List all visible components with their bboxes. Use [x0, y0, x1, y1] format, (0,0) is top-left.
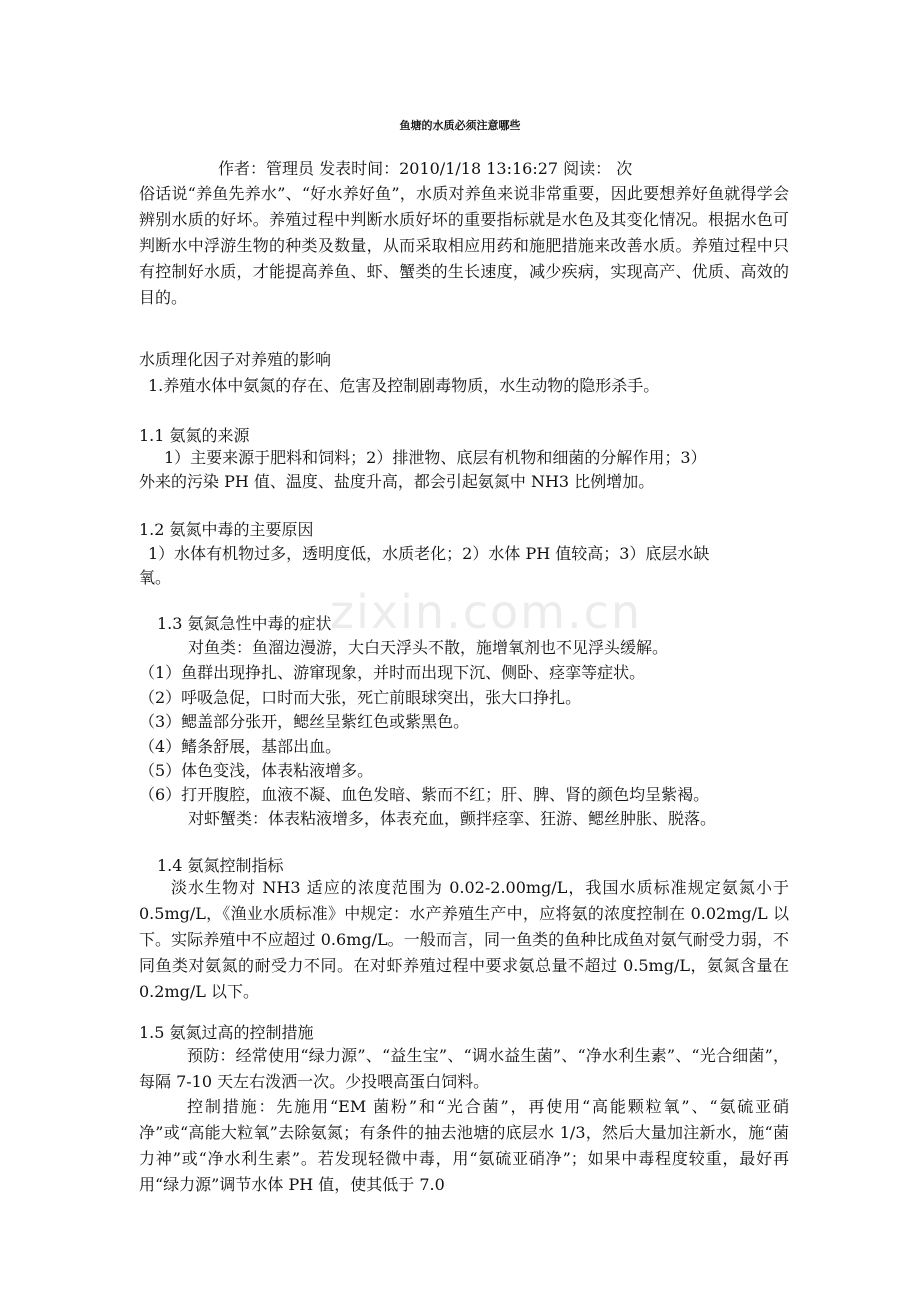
- source-line-1: 1）主要来源于肥料和饲料；2）排泄物、底层有机物和细菌的分解作用；3）: [164, 448, 707, 467]
- article-meta: 作者：管理员 发表时间：2010/1/18 13:16:27 阅读： 次: [218, 159, 633, 178]
- item-1: 1.养殖水体中氨氮的存在、危害及控制剧毒物质，水生动物的隐形杀手。: [148, 376, 660, 395]
- symptom-item: （2）呼吸急促，口时而大张，死亡前眼球突出，张大口挣扎。: [139, 688, 582, 707]
- control-index-paragraph: 淡水生物对 NH3 适应的浓度范围为 0.02-2.00mg/L，我国水质标准规定氨氮小于 0.5mg/L，《渔业水质标准》中规定：水产养殖生产中，应将氨的浓度控制在 0.02mg/L 以下。实际养殖中不应超过 0.6mg/L。一般而言，同一鱼类的鱼种比成鱼对氨气耐受力弱，不同鱼类对氨氮的耐受力不同。在对虾养殖过程中要求氨总量不超过 0.5mg/L，氨氮含量在 0.2mg/L 以下。: [139, 878, 789, 1001]
- symptom-item: （1）鱼群出现挣扎、游窜现象，并时而出现下沉、侧卧、痉挛等症状。: [139, 663, 646, 682]
- symptom-item: （6）打开腹腔，血液不凝、血色发暗、紫而不红；肝、脾、肾的颜色均呈紫褐。: [139, 785, 710, 804]
- intro-paragraph: 俗话说“养鱼先养水”、“好水养好鱼”，水质对养鱼来说非常重要，因此要想养好鱼就得学会辨别水质的好坏。养殖过程中判断水质好坏的重要指标就是水色及其变化情况。根据水色可判断水中浮游生物的种类及数量，从而采取相应用药和施肥措施来改善水质。养殖过程中只有控制好水质，才能提高养鱼、虾、蟹类的生长速度，减少疾病，实现高产、优质、高效的目的。: [139, 184, 789, 307]
- shrimp-symptoms: 对虾蟹类：体表粘液增多，体表充血，颤拌痉挛、狂游、鳃丝肿胀、脱落。: [188, 809, 717, 828]
- control-measures-paragraph: 控制措施：先施用“EM 菌粉”和“光合菌”，再使用“高能颗粒氧”、“氨硫亚硝净”或“高能大粒氧”去除氨氮；有条件的抽去池塘的底层水 1/3，然后大量加注新水，施“菌力神”或“净水利生素”。若发现轻微中毒，用“氨硫亚硝净”；如果中毒程度较重，最好再用“绿力源”调节水体 PH 值，使其低于 7.0: [139, 1097, 789, 1194]
- cause-line-1: 1）水体有机物过多，透明度低，水质老化；2）水体 PH 值较高；3）底层水缺: [148, 544, 710, 563]
- symptom-item: （3）鳃盖部分张开，鳃丝呈紫红色或紫黑色。: [139, 712, 470, 731]
- symptom-item: （5）体色变浅，体表粘液增多。: [139, 761, 374, 780]
- watermark: zixin.com.cn: [330, 585, 643, 639]
- section-heading: 水质理化因子对养殖的影响: [139, 350, 332, 369]
- heading-1-4: 1.4 氨氮控制指标: [157, 856, 284, 875]
- source-line-2: 外来的污染 PH 值、温度、盐度升高，都会引起氨氮中 NH3 比例增加。: [139, 472, 655, 491]
- heading-1-1: 1.1 氨氮的来源: [139, 426, 250, 445]
- cause-line-2: 氧。: [139, 568, 172, 587]
- heading-1-3: 1.3 氨氮急性中毒的症状: [157, 614, 332, 633]
- fish-symptoms: 对鱼类：鱼溜边漫游，大白天浮头不散，施增氧剂也不见浮头缓解。: [188, 638, 669, 657]
- prevention-paragraph: 预防：经常使用“绿力源”、“益生宝”、“调水益生菌”、“净水利生素”、“光合细菌”，每隔 7-10 天左右泼洒一次。少投喂高蛋白饲料。: [139, 1046, 789, 1091]
- heading-1-5: 1.5 氨氮过高的控制措施: [139, 1023, 314, 1042]
- heading-1-2: 1.2 氨氮中毒的主要原因: [139, 520, 314, 539]
- symptom-item: （4）鳍条舒展，基部出血。: [139, 737, 342, 756]
- document-title: 鱼塘的水质必须注意哪些: [399, 119, 521, 132]
